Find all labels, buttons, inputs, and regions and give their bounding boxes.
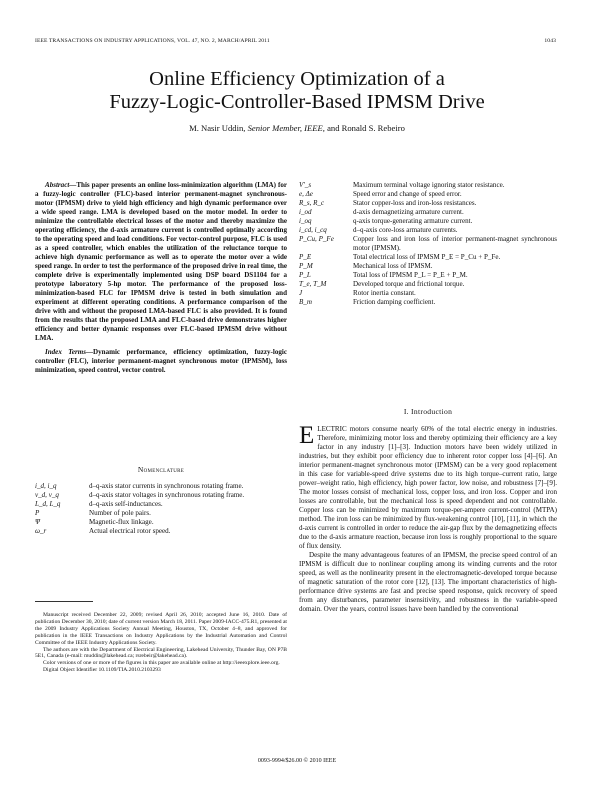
nomenclature-row (299, 208, 557, 217)
nomenclature-symbol: i_od (299, 208, 312, 216)
nomenclature-definition: d–q-axis self-inductances. (89, 500, 163, 508)
nomenclature-row (299, 298, 557, 307)
nomenclature-symbol: R_s, R_c (299, 199, 325, 207)
footnote-rule (35, 601, 93, 602)
nomenclature-row (35, 482, 287, 491)
index-terms (35, 348, 287, 375)
nomenclature-row (299, 271, 557, 280)
nomenclature-symbol: ω_r (35, 527, 47, 535)
nomenclature-definition: Speed error and change of speed error. (353, 190, 462, 198)
nomenclature-symbol: i_d, i_q (35, 482, 57, 490)
nomenclature-definition: Rotor inertia constant. (353, 289, 416, 297)
paper-title (0, 68, 594, 114)
author-line (0, 123, 594, 133)
footnote-color: Color versions of one or more of the figures in this paper are available online at http://ieeexplore.ieee.org. (43, 660, 280, 667)
nomenclature-definition: Magnetic-flux linkage. (89, 518, 154, 526)
author-role-1: Senior Member, IEEE, (247, 123, 325, 133)
nomenclature-definition: Mechanical loss of IPMSM. (353, 262, 433, 270)
nomenclature-definition: Developed torque and frictional torque. (353, 280, 465, 288)
nomenclature-symbol: T_e, T_M (299, 280, 327, 288)
nomenclature-definition: d-axis demagnetizing armature current. (353, 208, 464, 216)
intro-paragraph-2: Despite the many advantageous features of an IPMSM, the precise speed control of an IPMSM is difficult due to nonlinear coupling among its winding currents and the rotor speed, as well as the nonlinearity present in the electromagnetic-developed torque because of magnetic saturation of the rotor core [12], [13]. The important characteristics of high-performance drive systems are fast and precise speed response, quick recovery of speed from any disturbances, parameter insensitivity, and robustness in the variable-speed domain. Over the years, control issues have been handled by the conventional (299, 551, 557, 613)
abstract (35, 181, 287, 343)
page-number: 1043 (544, 38, 556, 44)
nomenclature-row (299, 190, 557, 199)
intro-paragraph-1 (299, 422, 557, 551)
nomenclature-definition: q-axis torque-generating armature current. (353, 217, 473, 225)
nomenclature-left-table (35, 482, 287, 536)
drop-cap: E (299, 422, 315, 449)
footnote-received: Manuscript received December 22, 2009; revised April 26, 2010; accepted June 16, 2010. Date of publication December 30, 2010; date of current version March 18, 2011. Paper 2009-IACC-475.R1, presented at the 2009 Industry Applications Society Annual Meeting, Houston, TX, October 4–8, and approved for publication in the IEEE Transactions on Industry Applications by the Industrial Automation and Control Committee of the IEEE Industry Applications Society. (35, 612, 287, 646)
intro-p1-text: LECTRIC motors consume nearly 60% of the total electric energy in industries. Therefore, minimizing motor loss and thereby optimizing their efficiency are a key factor in any industry [1]–[3]. Induction motors have been widely utilized in industries, but they exhibit poor efficiency due to inherent rotor copper loss [4]–[6]. An interior permanent-magnet synchronous motor (IPMSM) can be a very good replacement in this case for variable-speed drive systems due to its high torque–current ratio, large power–weight ratio, high efficiency, high power factor, low noise, and robustness [7]–[9]. The motor losses consist of mechanical loss, copper loss, and iron loss. Copper and iron losses are controllable, but the mechanical loss is speed dependent and not controllable. Copper loss can be minimized by maximum torque-per-ampere current-control (MTPA) method. The iron loss can be minimized by flux-weakening control [10], [11], in which the d-axis current is controlled in order to reduce the air-gap flux by the demagnetizing effects due to the d-axis armature reaction, because iron loss is roughly proportional to the square of flux density. (299, 425, 557, 550)
nomenclature-symbol: P_M (299, 262, 313, 270)
nomenclature-symbol: B_m (299, 298, 312, 306)
nomenclature-row (299, 235, 557, 253)
nomenclature-symbol: e, Δe (299, 190, 313, 198)
nomenclature-row (299, 217, 557, 226)
nomenclature-row (299, 262, 557, 271)
nomenclature-definition: d–q-axis stator currents in synchronous rotating frame. (89, 482, 244, 490)
nomenclature-symbol: V'_s (299, 181, 312, 189)
index-terms-text: Dynamic performance, efficiency optimization, fuzzy-logic controller (FLC), interior permanent-magnet synchronous motor (IPMSM), loss minimization, speed control, vector control. (35, 348, 287, 374)
nomenclature-symbol: i_oq (299, 217, 312, 225)
author-rest: and Ronald S. Rebeiro (327, 123, 405, 133)
nomenclature-definition: Total loss of IPMSM P_L = P_E + P_M. (353, 271, 468, 279)
nomenclature-symbol: v_d, v_q (35, 491, 59, 499)
nomenclature-symbol: Ψ (35, 518, 40, 526)
nomenclature-row (299, 289, 557, 298)
nomenclature-definition: Friction damping coefficient. (353, 298, 436, 306)
introduction-heading: I. Introduction (403, 407, 453, 416)
nomenclature-row (299, 226, 557, 235)
footnote-affiliation: The authors are with the Department of Electrical Engineering, Lakehead University, Thunder Bay, ON P7B 5E1, Canada (e-mail: muddin@lakehead.ca; rsrebeir@lakehead.ca). (35, 646, 287, 660)
abstract-text: This paper presents an online loss-minimization algorithm (LMA) for a fuzzy-logic controller (FLC)-based interior permanent-magnet synchronous-motor (IPMSM) drive to yield high efficiency and high dynamic performance over a wide speed range. LMA is developed based on the motor model. In order to minimize the controllable electrical losses of the motor and thereby maximize the operating efficiency, the d-axis armature current is controlled optimally according to the operating speed and load conditions. For vector-control purpose, FLC is used as a speed controller, which enables the utilization of the reluctance torque to achieve high dynamic performance as well as to operate the motor over a wide speed range. In order to test the performance of the proposed drive in real time, the complete drive is experimentally implemented using DSP board DS1104 for a prototype laboratory 5-hp motor. The performance of the proposed loss-minimization-based FLC for IPMSM drive is tested in both simulation and experiment at different operating conditions. A performance comparison of the drive with and without the proposed LMA-based FLC is also provided. It is found from the results that the proposed LMA and FLC-based drive demonstrates higher efficiency and better dynamic responses over FLC-based IPMSM drive without LMA. (35, 181, 287, 342)
page-footer: 0093-9994/$26.00 © 2010 IEEE (257, 758, 337, 764)
footnote-block (35, 612, 287, 674)
nomenclature-row (35, 491, 287, 500)
nomenclature-row (299, 280, 557, 289)
nomenclature-symbol: P (35, 509, 40, 517)
footnote-doi: Digital Object Identifier 10.1109/TIA.2010.2103293 (43, 667, 161, 674)
nomenclature-definition: Number of pole pairs. (89, 509, 151, 517)
index-terms-label: Index Terms— (45, 348, 94, 356)
nomenclature-definition: d–q-axis stator voltages in synchronous rotating frame. (89, 491, 245, 499)
nomenclature-row (35, 518, 287, 527)
nomenclature-row (299, 199, 557, 208)
nomenclature-definition: Stator copper-loss and iron-loss resistances. (353, 199, 477, 207)
nomenclature-symbol: J (299, 289, 303, 297)
nomenclature-row (35, 527, 287, 536)
author-name-1: M. Nasir Uddin, (189, 123, 246, 133)
nomenclature-heading: Nomenclature (137, 465, 185, 474)
nomenclature-symbol: P_E (299, 253, 312, 261)
nomenclature-symbol: P_L (299, 271, 311, 279)
nomenclature-definition: Maximum terminal voltage ignoring stator resistance. (353, 181, 505, 189)
nomenclature-right-table (299, 181, 557, 307)
nomenclature-definition: Actual electrical rotor speed. (89, 527, 171, 535)
nomenclature-definition: Copper loss and iron loss of interior permanent-magnet synchronous motor (IPMSM). (353, 235, 557, 252)
abstract-label: Abstract— (45, 181, 77, 189)
title-line-2: Fuzzy-Logic-Controller-Based IPMSM Drive (109, 91, 485, 113)
nomenclature-symbol: i_cd, i_cq (299, 226, 327, 234)
nomenclature-row (35, 500, 287, 509)
nomenclature-symbol: L_d, L_q (35, 500, 61, 508)
nomenclature-definition: d–q-axis core-loss armature currents. (353, 226, 458, 234)
left-column (35, 181, 287, 375)
nomenclature-symbol: P_Cu, P_Fe (299, 235, 334, 243)
nomenclature-row (299, 181, 557, 190)
introduction-body (299, 422, 557, 614)
nomenclature-row (35, 509, 287, 518)
nomenclature-definition: Total electrical loss of IPMSM P_E = P_Cu + P_Fe. (353, 253, 501, 261)
running-header: IEEE TRANSACTIONS ON INDUSTRY APPLICATIONS, VOL. 47, NO. 2, MARCH/APRIL 2011 (35, 38, 270, 44)
nomenclature-row (299, 253, 557, 262)
title-line-1: Online Efficiency Optimization of a (149, 68, 445, 90)
